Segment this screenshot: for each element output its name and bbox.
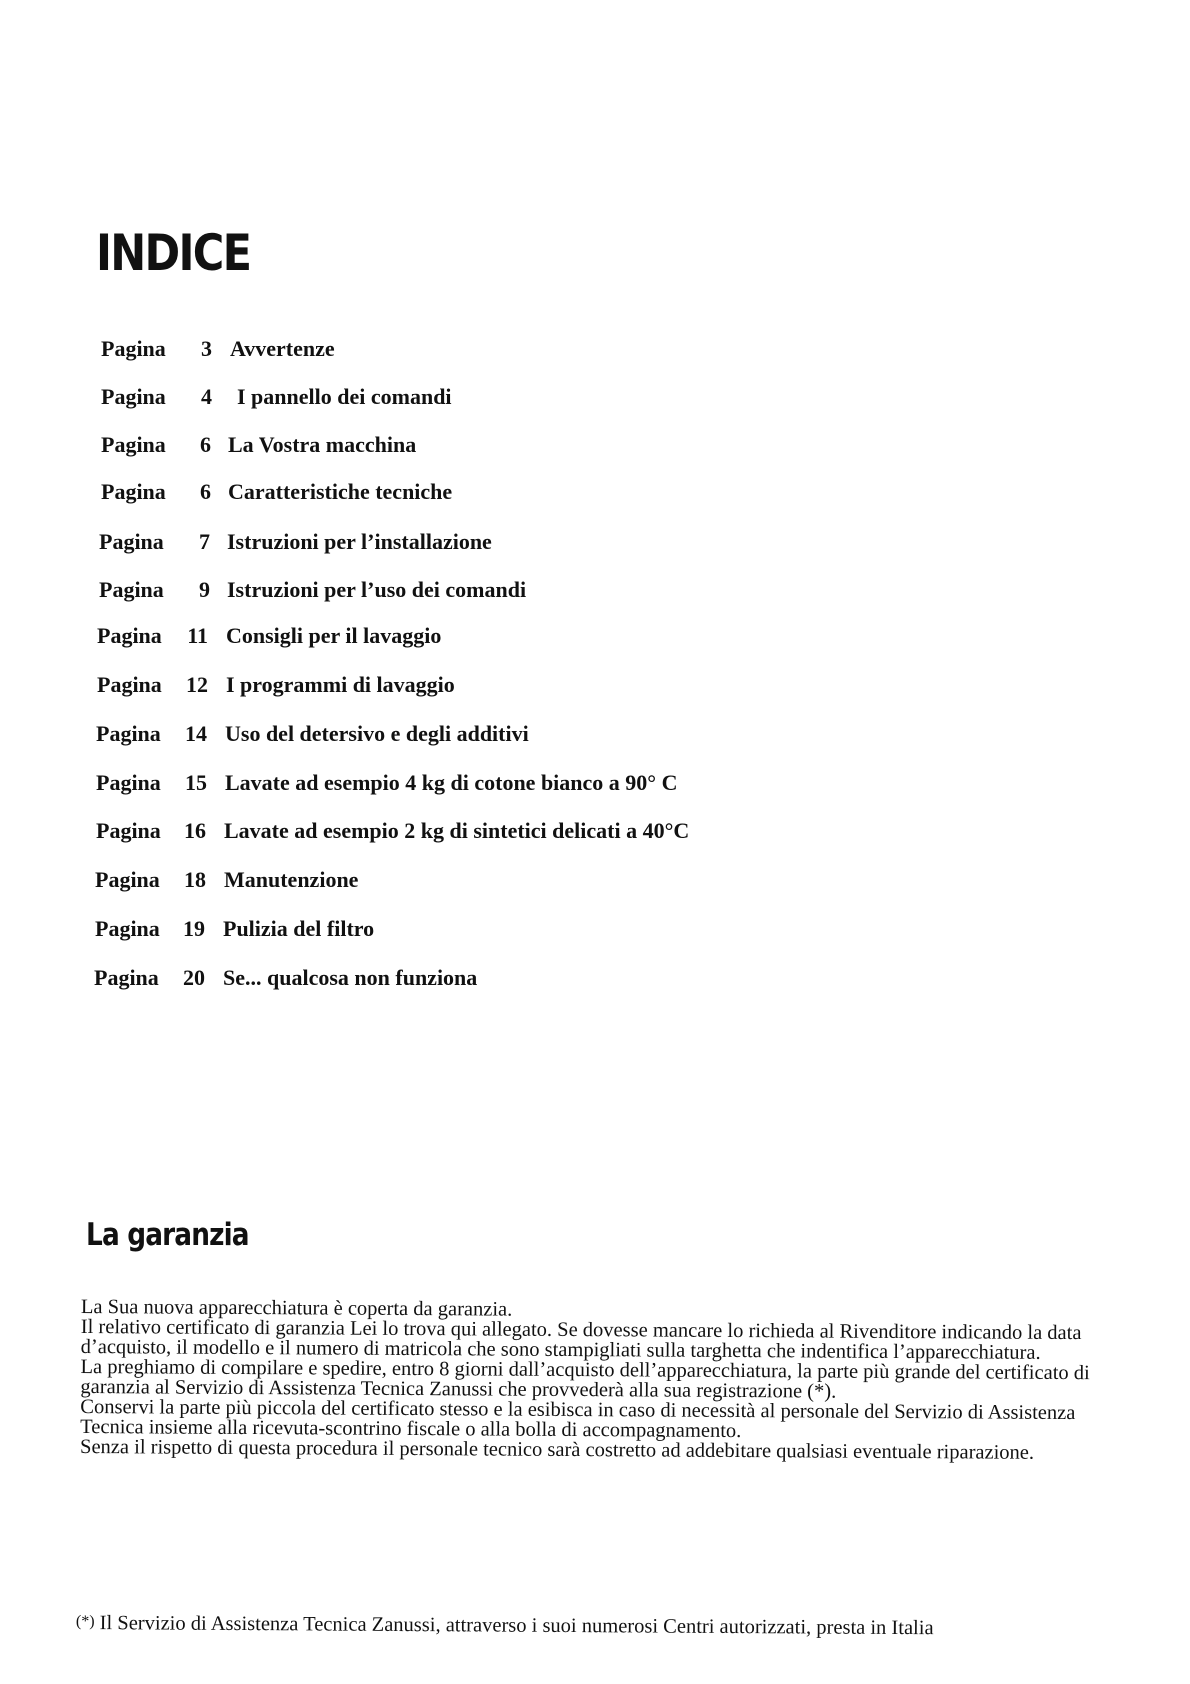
- warranty-paragraph: Conservi la parte più piccola del certificato stesso e la esibisca in caso di necessità al personale del Servizio di Assistenza Tecnica insieme alla ricevuta-scontrino fiscale o alla bolla di accompagnamento.: [80, 1395, 1076, 1443]
- toc-page-number: 14: [185, 721, 207, 746]
- toc-page-number: 11: [187, 623, 208, 648]
- toc-page-label: Pagina: [95, 916, 160, 941]
- toc-page-number: 4: [201, 384, 212, 409]
- warranty-body: [80, 1297, 1121, 1463]
- toc-page-label: Pagina: [99, 577, 164, 602]
- toc-entry: [0, 625, 1190, 655]
- toc-entry-title: Istruzioni per l’uso dei comandi: [227, 577, 527, 602]
- toc-entry: [0, 918, 1190, 948]
- toc-entry-title: I programmi di lavaggio: [226, 672, 455, 697]
- toc-entry: [0, 481, 1190, 511]
- toc-entry-title: Istruzioni per l’installazione: [227, 529, 492, 554]
- toc-entry: [0, 772, 1190, 802]
- toc-entry-title: Consigli per il lavaggio: [226, 623, 442, 648]
- toc-entry: [0, 869, 1190, 899]
- toc-entry-title: Avvertenze: [230, 336, 335, 361]
- toc-page-label: Pagina: [101, 432, 166, 457]
- toc-entry: [0, 674, 1190, 704]
- warranty-paragraph: La preghiamo di compilare e spedire, entro 8 giorni dall’acquisto dell’apparecchiatura, la parte più grande del certificato di garanzia al Servizio di Assistenza Tecnica Zanussi che provvederà alla sua registrazione (*).: [80, 1355, 1090, 1403]
- toc-page-number: 15: [185, 770, 207, 795]
- warranty-heading: La garanzia: [86, 1217, 249, 1253]
- toc-page-number: 20: [183, 965, 205, 990]
- warranty-paragraph: Senza il rispetto di questa procedura il personale tecnico sarà costretto ad addebitare qualsiasi eventuale riparazione.: [80, 1435, 1035, 1464]
- toc-page-label: Pagina: [96, 721, 161, 746]
- toc-page-number: 3: [201, 336, 212, 361]
- toc-entry-title: Pulizia del filtro: [223, 916, 375, 941]
- toc-page-label: Pagina: [101, 384, 166, 409]
- toc-page-label: Pagina: [96, 770, 161, 795]
- toc-page-label: Pagina: [97, 672, 162, 697]
- toc-page-number: 16: [184, 818, 206, 843]
- toc-entry-title: Manutenzione: [224, 867, 359, 892]
- toc-entry: [0, 531, 1190, 561]
- toc-entry-title: La Vostra macchina: [228, 432, 417, 457]
- toc-entry-title: Uso del detersivo e degli additivi: [225, 721, 529, 746]
- warranty-paragraph: La Sua nuova apparecchiatura è coperta da garanzia.: [80, 1296, 513, 1321]
- toc-page-number: 19: [183, 916, 205, 941]
- toc-page-label: Pagina: [99, 529, 164, 554]
- toc-page-number: 6: [200, 432, 211, 457]
- toc-page-number: 9: [199, 577, 210, 602]
- toc-page-label: Pagina: [97, 623, 162, 648]
- toc-entry-title: I pannello dei comandi: [237, 384, 452, 409]
- toc-page-label: Pagina: [96, 818, 161, 843]
- page-title: INDICE: [96, 224, 251, 282]
- toc-entry: [0, 723, 1190, 753]
- toc-page-number: 7: [199, 529, 210, 554]
- toc-page-number: 12: [186, 672, 208, 697]
- toc-entry: [0, 434, 1190, 464]
- toc-entry-title: Caratteristiche tecniche: [228, 479, 453, 504]
- toc-page-label: Pagina: [95, 867, 160, 892]
- footnote-mark: (*): [75, 1613, 95, 1631]
- toc-entry: [0, 967, 1190, 997]
- footnote: [76, 1610, 1136, 1640]
- toc-page-label: Pagina: [94, 965, 159, 990]
- toc-page-number: 6: [200, 479, 211, 504]
- toc-entry-title: Lavate ad esempio 2 kg di sintetici delicati a 40°C: [224, 818, 690, 843]
- footnote-text: Il Servizio di Assistenza Tecnica Zanussi, attraverso i suoi numerosi Centri autorizzati, presta in Italia: [99, 1612, 934, 1640]
- warranty-paragraph: Il relativo certificato di garanzia Lei lo trova qui allegato. Se dovesse mancare lo richieda al Rivenditore indicando la data d’acquisto, il modello e il numero di matricola che sono stampigliati sulla targhetta che indentifica l’apparecchiatura.: [80, 1315, 1082, 1364]
- toc-entry: [0, 386, 1190, 416]
- toc-entry: [0, 579, 1190, 609]
- toc-entry: [0, 820, 1190, 850]
- toc-page-label: Pagina: [101, 336, 166, 361]
- toc-entry: [0, 338, 1190, 368]
- toc-page-number: 18: [184, 867, 206, 892]
- toc-entry-title: Lavate ad esempio 4 kg di cotone bianco a 90° C: [225, 770, 678, 795]
- toc-page-label: Pagina: [101, 479, 166, 504]
- toc-entry-title: Se... qualcosa non funziona: [223, 965, 478, 990]
